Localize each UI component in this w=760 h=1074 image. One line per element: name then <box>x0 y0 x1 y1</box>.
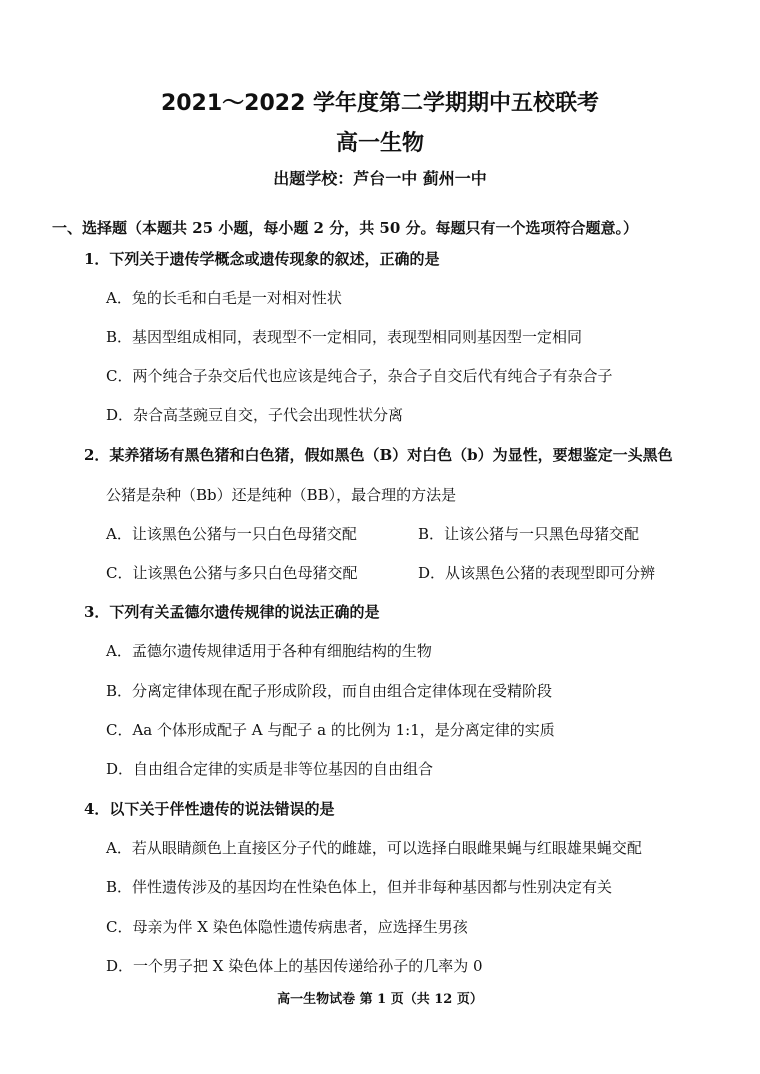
question-1-option-d: D．杂合高茎豌豆自交，子代会出现性状分离 <box>106 406 404 424</box>
question-1-option-c: C．两个纯合子杂交后代也应该是纯合子，杂合子自交后代有纯合子有杂合子 <box>106 367 613 385</box>
question-2-stem: 2．某养猪场有黑色猪和白色猪，假如黑色（B）对白色（b）为显性，要想鉴定一头黑色 <box>84 446 673 464</box>
question-4-stem: 4．以下关于伴性遗传的说法错误的是 <box>84 800 335 818</box>
question-2-option-c: C．让该黑色公猪与多只白色母猪交配 <box>106 564 358 582</box>
section-heading: 一、选择题（本题共 25 小题，每小题 2 分，共 50 分。每题只有一个选项符合题意。） <box>52 219 639 237</box>
question-2-option-a: A．让该黑色公猪与一只白色母猪交配 <box>106 525 357 543</box>
question-3-option-a: A．孟德尔遗传规律适用于各种有细胞结构的生物 <box>106 642 432 660</box>
question-1-option-b: B．基因型组成相同，表现型不一定相同，表现型相同则基因型一定相同 <box>106 328 583 346</box>
exam-title: 2021～2022 学年度第二学期期中五校联考 <box>160 91 600 116</box>
question-4-option-c: C．母亲为伴 X 染色体隐性遗传病患者，应选择生男孩 <box>106 918 468 936</box>
question-4-option-b: B．伴性遗传涉及的基因均在性染色体上，但并非每种基因都与性别决定有关 <box>106 878 613 896</box>
question-3-option-d: D．自由组合定律的实质是非等位基因的自由组合 <box>106 760 434 778</box>
question-4-option-d: D．一个男子把 X 染色体上的基因传递给孙子的几率为 0 <box>106 957 483 975</box>
question-4-option-a: A．若从眼睛颜色上直接区分子代的雌雄，可以选择白眼雌果蝇与红眼雄果蝇交配 <box>106 839 642 857</box>
question-3-option-b: B．分离定律体现在配子形成阶段，而自由组合定律体现在受精阶段 <box>106 682 553 700</box>
question-3-option-c: C．Aa 个体形成配子 A 与配子 a 的比例为 1:1，是分离定律的实质 <box>106 721 555 739</box>
question-3-stem: 3．下列有关孟德尔遗传规律的说法正确的是 <box>84 603 380 621</box>
question-2-stem-continued: 公猪是杂种（Bb）还是纯种（BB），最合理的方法是 <box>106 486 457 504</box>
exam-subject: 高一生物 <box>335 131 424 156</box>
question-1-stem: 1．下列关于遗传学概念或遗传现象的叙述，正确的是 <box>84 250 440 268</box>
question-1-option-a: A．兔的长毛和白毛是一对相对性状 <box>106 289 342 307</box>
exam-schools: 出题学校：芦台一中 蓟州一中 <box>273 169 487 188</box>
page-footer: 高一生物试卷 第 1 页（共 12 页） <box>277 992 483 1007</box>
question-2-option-b: B．让该公猪与一只黑色母猪交配 <box>418 525 640 543</box>
question-2-option-d: D．从该黑色公猪的表现型即可分辨 <box>418 564 656 582</box>
